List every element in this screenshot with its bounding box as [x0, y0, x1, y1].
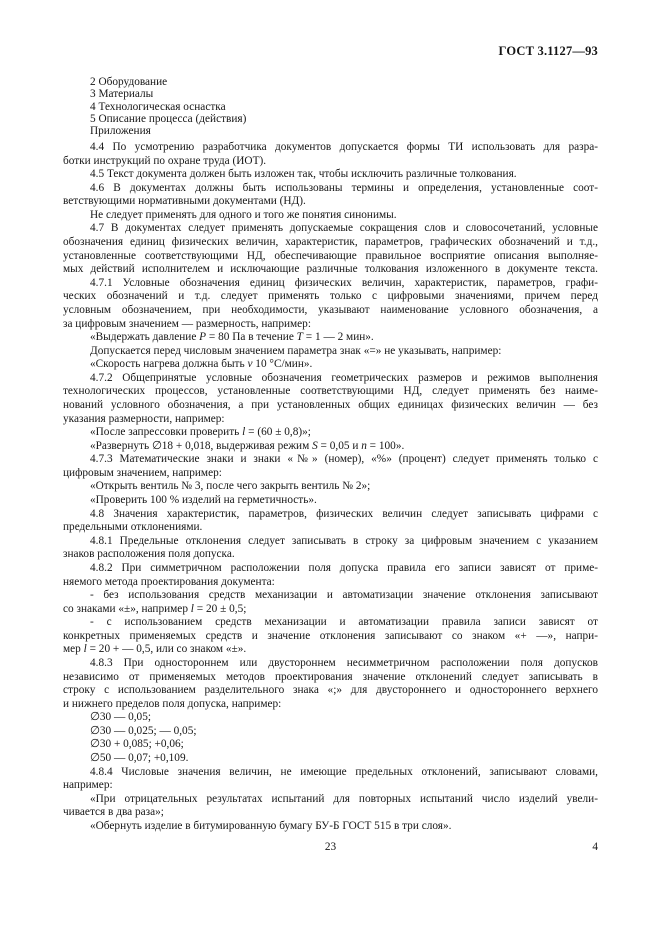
tolerance-example: ∅30 — 0,025; — 0,05; [90, 724, 197, 737]
text-line: обозначения единиц физических величин, характеристик, параметров, графических обозначений и т.д., [63, 236, 598, 249]
text-line: 4.7.2 Общепринятые условные обозначения геометрических размеров и режимов выполнения [90, 371, 598, 384]
text-line: 4.8.3 При одностороннем или двустороннем несимметричном расположении поля допусков [90, 656, 598, 669]
text-segment: «После запрессовки проверить [90, 426, 243, 439]
text-line: 4.4 По усмотрению разработчика документов допускается формы ТИ использовать для разра- [90, 141, 598, 153]
document-code: ГОСТ 3.1127—93 [498, 44, 598, 58]
text-segment: мер [63, 643, 84, 656]
text-segment: 10 °С/мин». [252, 358, 313, 371]
text-line: 4.7.3 Математические знаки и знаки «№» (номер), «%» (процент) следует применять только с [90, 453, 598, 466]
contents-item: 2 Оборудование [90, 76, 168, 88]
contents-item: 4 Технологическая оснастка [90, 100, 226, 113]
variable-symbol: l [242, 426, 246, 439]
text-line: ботки инструкций по охране труда (ИОТ). [63, 154, 267, 167]
text-segment: «Скорость нагрева должна быть [90, 358, 248, 371]
text-segment: = 0,05 и [317, 439, 362, 452]
text-line: за цифровым значением — размерность, например: [63, 317, 311, 330]
document-body [63, 141, 598, 833]
page-number: 23 [324, 841, 337, 853]
variable-symbol: S [312, 439, 318, 452]
text-segment: = 80 Па в течение [206, 331, 297, 344]
text-line: 4.8 Значения характеристик, параметров, физических величин следует записывать цифрами с [90, 507, 598, 520]
variable-symbol: n [361, 439, 367, 452]
text-line: «При отрицательных результатах испытаний для повторных испытаний число изделий увели- [90, 792, 598, 805]
text-segment: «Развернуть ∅18 + 0,018, выдерживая режим [90, 439, 313, 452]
tolerance-example: ∅30 — 0,05; [90, 711, 151, 724]
contents-item: 3 Материалы [90, 88, 154, 101]
sheet-number: 4 [592, 841, 598, 853]
text-line: - с использованием средств механизации и автоматизации правила записи зависят от [90, 616, 598, 629]
text-segment: = 20 + — 0,5, или со знаком «±». [86, 643, 247, 656]
text-line: «Открыть вентиль № 3, после чего закрыть вентиль № 2»; [90, 480, 371, 493]
text-line: Допускается перед числовым значением параметра знак «=» не указывать, например: [90, 344, 502, 357]
text-line: установленные соответствующими НД, обеспечивающие правильное восприятие описания выполняе- [63, 249, 598, 262]
variable-symbol: l [83, 643, 87, 656]
tolerance-example: ∅50 — 0,07; +0,109. [90, 752, 189, 765]
text-line: «Обернуть изделие в битумированную бумагу БУ-Б ГОСТ 515 в три слоя». [90, 819, 452, 832]
text-line: 4.7 В документах следует применять допускаемые сокращения слов и словосочетаний, условные [90, 222, 598, 235]
text-segment: со знаками «±», например [63, 602, 191, 615]
text-line: 4.8.1 Предельные отклонения следует записывать в строку за цифровым значением с указанием [90, 534, 598, 547]
text-line: и нижнего пределов поля допуска, например: [63, 697, 282, 710]
text-line: ветствующими нормативными документами (НД). [63, 195, 306, 208]
contents-item: 5 Описание процесса (действия) [90, 112, 247, 125]
text-line: знаков расположения поля допуска. [63, 548, 235, 561]
text-line: чивается в два раза»; [63, 806, 164, 819]
text-line: мых действий исполнителем и исключающие различные толкования изложенного в документе текста. [63, 263, 598, 276]
variable-symbol: l [190, 602, 194, 615]
text-line: указания размерности, например: [63, 412, 225, 425]
text-segment: = (60 ± 0,8)»; [245, 426, 311, 439]
text-line: независимо от применяемых методов проектирования значение отклонений следует записывать в [63, 670, 598, 683]
text-line: например: [63, 779, 113, 792]
contents-item: Приложения [90, 125, 151, 138]
variable-symbol: T [296, 331, 303, 344]
text-line: конкретных применяемых средств и значение отклонения записывают со знаком «+ —», напри- [63, 629, 598, 642]
text-line: 4.8.4 Числовые значения величин, не имеющие предельных отклонений, записывают словами, [90, 765, 598, 778]
text-line: нований условного обозначения, а при установленных общих единицах физических величин — без [63, 398, 598, 411]
text-line [63, 603, 598, 617]
text-line: 4.8.2 При симметричном расположении поля допуска правила его записи зависят от приме- [90, 561, 598, 574]
variable-symbol: P [199, 331, 207, 344]
text-segment: = 1 — 2 мин». [302, 331, 374, 344]
text-line: цифровым значением, например: [63, 466, 222, 479]
text-line: 4.6 В документах должны быть использованы термины и определения, установленные соот- [90, 181, 598, 194]
variable-symbol: v [247, 358, 253, 371]
text-line: строку с использованием разделительного знака «;» для двустороннего и одностороннего верхнего [63, 684, 598, 697]
text-line: - без использования средств механизации и автоматизации значение отклонения записывают [90, 589, 598, 602]
text-line: технологических процессов, установленные соответствующими НД, следует применять без наиме- [63, 385, 598, 398]
text-segment: «Выдержать давление [90, 331, 200, 344]
text-line [63, 331, 598, 345]
text-line: «Проверить 100 % изделий на герметичность». [90, 494, 317, 507]
text-line: няемого метода проектирования документа: [63, 575, 275, 588]
text-segment: = 20 ± 0,5; [193, 602, 247, 615]
text-line [63, 643, 598, 657]
tolerance-example: ∅30 + 0,085; +0,06; [90, 738, 184, 751]
text-line: Не следует применять для одного и того же понятия синонимы. [90, 208, 397, 221]
text-segment: = 100». [366, 439, 405, 452]
text-line: условным обозначением, при необходимости, указывают наименование условного обозначения, а [63, 303, 598, 316]
text-line [63, 358, 598, 372]
text-line: ческих обозначений и т.д. следует применять только с цифровыми значениями, причем перед [63, 290, 598, 303]
text-line [63, 426, 598, 440]
text-line: 4.5 Текст документа должен быть изложен так, чтобы исключить различные толкования. [90, 168, 517, 181]
text-line: 4.7.1 Условные обозначения единиц физических величин, характеристик, параметров, графи- [90, 276, 598, 289]
contents-list [90, 76, 246, 137]
text-line: предельными отклонениями. [63, 521, 203, 534]
text-line [63, 440, 598, 454]
